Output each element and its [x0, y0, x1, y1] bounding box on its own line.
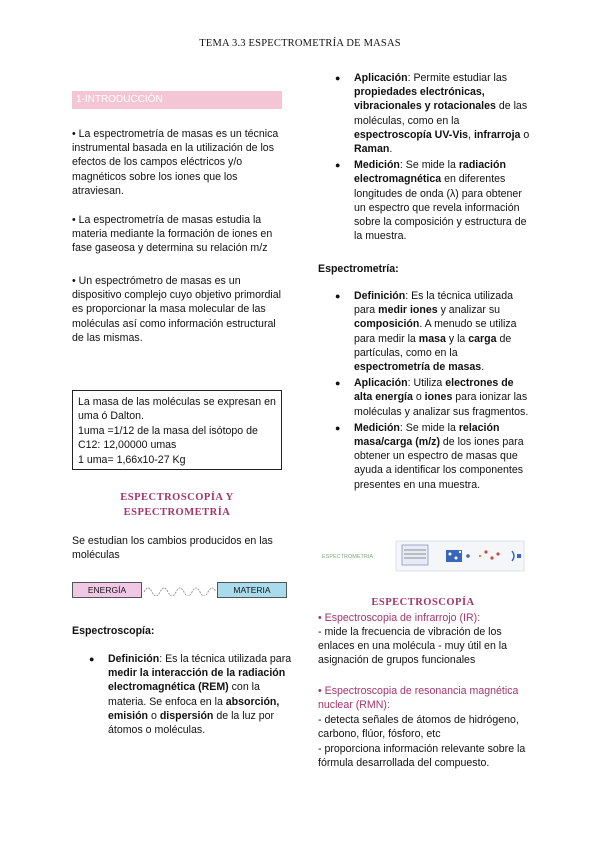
energy-tag: ENERGÍA — [72, 582, 142, 598]
list-item: ● Aplicación: Utiliza electrones de alta energía o iones para ionizar las moléculas y analizar sus fragmentos. — [335, 377, 529, 418]
rmn-description-1: - detecta señales de átomos de hidrógeno, carbono, flúor, fósforo, etc — [318, 714, 519, 741]
page-title: TEMA 3.3 ESPECTROMETRÍA DE MASAS — [199, 38, 401, 49]
spectroscopy-subheading: Espectroscopía: — [72, 625, 155, 637]
ir-title: • Espectroscopia de infrarrojo (IR): — [318, 612, 481, 624]
energy-matter-diagram — [72, 582, 287, 598]
list-item: ● Medición: Se mide la radiación electromagnética en diferentes longitudes de onda (λ) para obtener un espectro que revela información sobre la composición y estructura de la muestra. — [335, 159, 527, 243]
figure-label: ESPECTROMETRIA — [322, 554, 374, 560]
mass-box-line-2: 1uma =1/12 de la masa del isótopo de C12: 12,00000 umas — [78, 424, 258, 452]
list-item: ● Definición: Es la técnica utilizada para medir la interacción de la radiación electromagnética (REM) con la materia. Se enfoca en la absorción, emisión o dispersión de la luz por átomos o moléculas. — [89, 653, 292, 737]
mass-info-box — [72, 390, 282, 470]
changes-intro-text: Se estudian los cambios producidos en las moléculas — [72, 535, 273, 562]
intro-paragraph-3: • Un espectrómetro de masas es un dispositivo complejo cuyo objetivo primordial es proporcionar la masa molecular de las moléculas así como información estructural de las mismas. — [72, 275, 282, 344]
intro-paragraph-1: • La espectrometría de masas es un técnica instrumental basada en la utilización de los efectos de los campos eléctricos y/o magnéticos sobre los iones que los atraviesan. — [72, 128, 279, 197]
rmn-description-2: - proporciona información relevante sobre la fórmula desarrollada del compuesto. — [318, 743, 526, 770]
section-heading-spectroscopy-spectrometry: ESPECTROSCOPÍA Y ESPECTROMETRÍA — [120, 492, 234, 518]
spectrometry-subheading: Espectrometría: — [318, 263, 399, 275]
spectroscopy-definition-list — [89, 652, 298, 739]
spectroscopy-application-list — [335, 71, 532, 245]
ir-description: - mide la frecuencia de vibración de los enlaces en una molécula - muy útil en la asignación de grupos funcionales — [318, 626, 508, 667]
wave-icon — [142, 582, 217, 596]
list-item: ● Medición: Se mide la relación masa/carga (m/z) de los iones para obtener un espectro de masas que ayuda a identificar los componentes presentes en una muestra. — [335, 421, 524, 491]
mass-box-line-3: 1 uma= 1,66x10-27 Kg — [78, 453, 186, 466]
mass-box-line-1: La masa de las moléculas se expresan en uma ó Dalton. — [78, 396, 276, 423]
list-item: ● Definición: Es la técnica utilizada para medir iones y analizar su composición. A menudo se utiliza para medir la masa y la carga de partículas, como en la espectrometría de masas. — [335, 290, 517, 374]
rmn-title: • Espectroscopia de resonancia magnética nuclear (RMN): — [318, 685, 519, 712]
intro-paragraph-2: • La espectrometría de masas estudia la materia mediante la formación de iones en fase gaseosa y determina su relación m/z — [72, 214, 273, 255]
mass-spectrometer-figure — [318, 539, 526, 573]
matter-tag: MATERIA — [217, 582, 287, 598]
intro-heading-bar: 1-INTRODUCCIÓN — [72, 91, 282, 109]
list-item: ● Aplicación: Permite estudiar las propiedades electrónicas, vibracionales y rotacionales de las moléculas, como en la espectroscopía UV-Vis, infrarroja o Raman. — [335, 72, 530, 156]
spectrometry-list — [335, 289, 532, 494]
spectroscopy-section-heading: ESPECTROSCOPÍA — [371, 597, 475, 608]
